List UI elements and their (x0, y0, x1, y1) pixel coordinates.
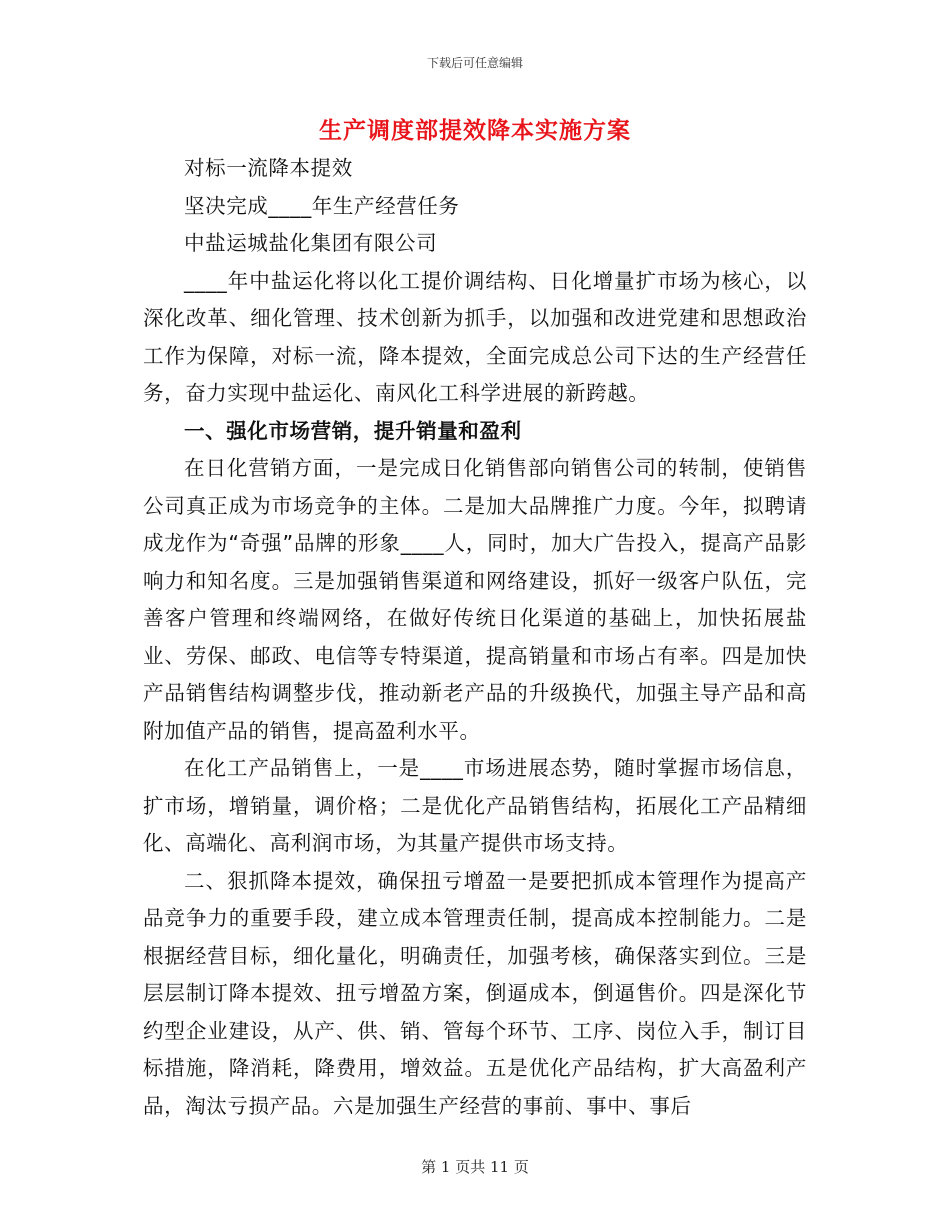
header-note: 下载后可任意编辑 (426, 56, 523, 70)
company-name: 中盐运城盐化集团有限公司 (184, 231, 438, 255)
document-title: 生产调度部提效降本实施方案 (319, 118, 631, 144)
slogan-line-2: 坚决完成____年生产经营任务 (184, 193, 460, 218)
slogan-line-1: 对标一流降本提效 (184, 156, 353, 180)
document-body (143, 150, 807, 1125)
paragraph-chemical-sales: 在化工产品销售上，一是____市场进展态势，随时掌握市场信息，扩市场，增销量，调价格；二是优化产品销售结构，拓展化工产品精细化、高端化、高利润市场，为其量产提供市场支持。 (143, 756, 807, 855)
section-heading-1: 一、强化市场营销，提升销量和盈利 (184, 418, 522, 443)
page-footer: 第 1 页共 11 页 (421, 1158, 529, 1176)
intro-paragraph: ____年中盐运化将以化工提价调结构、日化增量扩市场为核心，以深化改革、细化管理、技术创新为抓手，以加强和改进党建和思想政治工作为保障，对标一流，降本提效，全面完成总公司下达的生产经营任务，奋力实现中盐运化、南风化工科学进展的新跨越。 (143, 268, 807, 405)
paragraph-daily-chemical-sales: 在日化营销方面，一是完成日化销售部向销售公司的转制，使销售公司真正成为市场竞争的主体。二是加大品牌推广力度。今年，拟聘请成龙作为“奇强”品牌的形象____人，同时，加大广告投入，提高产品影响力和知名度。三是加强销售渠道和网络建设，抓好一级客户队伍，完善客户管理和终端网络，在做好传统日化渠道的基础上，加快拓展盐业、劳保、邮政、电信等专特渠道，提高销量和市场占有率。四是加快产品销售结构调整步伐，推动新老产品的升级换代，加强主导产品和高附加值产品的销售，提高盈利水平。 (143, 456, 807, 743)
paragraph-cost-reduction: 二、狠抓降本提效，确保扭亏增盈一是要把抓成本管理作为提高产品竞争力的重要手段，建立成本管理责任制，提高成本控制能力。二是根据经营目标，细化量化，明确责任，加强考核，确保落实到位。三是层层制订降本提效、扭亏增盈方案，倒逼成本，倒逼售价。四是深化节约型企业建设，从产、供、销、管每个环节、工序、岗位入手，制订目标措施，降消耗，降费用，增效益。五是优化产品结构，扩大高盈利产品，淘汰亏损产品。六是加强生产经营的事前、事中、事后 (143, 868, 807, 1118)
